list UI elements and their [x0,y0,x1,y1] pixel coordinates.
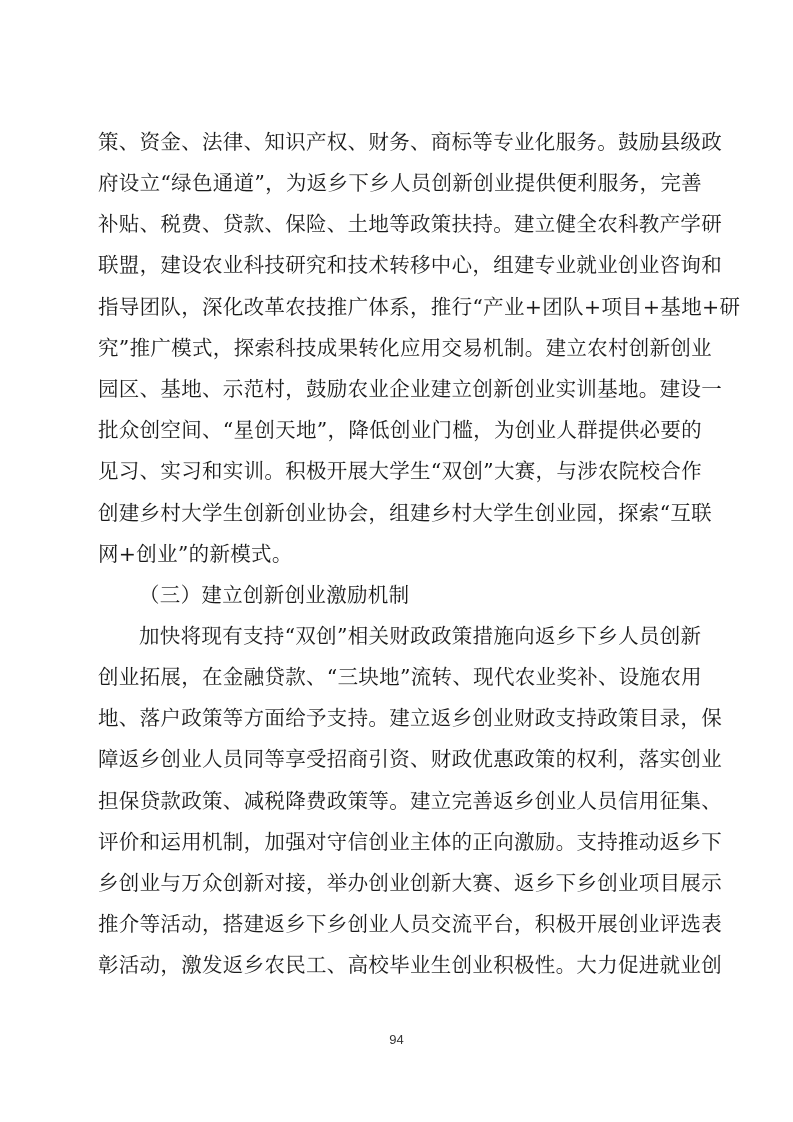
body-text-line: 乡创业与万众创新对接，举办创业创新大赛、返乡下乡创业项目展示 [98,871,722,895]
body-text-line: 评价和运用机制，加强对守信创业主体的正向激励。支持推动返乡下 [98,830,722,854]
body-text-line: 加快将现有支持“双创”相关财政政策措施向返乡下乡人员创新 [139,624,702,648]
body-text-line: 补贴、税费、贷款、保险、土地等政策扶持。建立健全农科教产学研 [98,212,722,236]
body-text-line: 彰活动，激发返乡农民工、高校毕业生创业积极性。大力促进就业创 [98,953,722,977]
body-text-line: 批众创空间、“星创天地”，降低创业门槛，为创业人群提供必要的 [98,418,702,442]
body-text-line: 府设立“绿色通道”，为返乡下乡人员创新创业提供便利服务，完善 [98,171,702,195]
page-number: 94 [389,1032,404,1047]
body-text-line: 障返乡创业人员同等享受招商引资、财政优惠政策的权利，落实创业 [98,747,722,771]
section-heading: （三）建立创新创业激励机制 [139,583,410,607]
body-text-line: 联盟，建设农业科技研究和技术转移中心，组建专业就业创业咨询和 [98,253,722,277]
body-text-line: 指导团队，深化改革农技推广体系，推行“产业+团队+项目+基地+研 [98,295,741,319]
body-text-line: 创建乡村大学生创新创业协会，组建乡村大学生创业园，探索“互联 [98,501,712,525]
body-text-line: 网+创业”的新模式。 [98,542,293,566]
body-text-line: 地、落户政策等方面给予支持。建立返乡创业财政支持政策目录，保 [98,706,722,730]
body-text-line: 策、资金、法律、知识产权、财务、商标等专业化服务。鼓励县级政 [98,130,722,154]
body-text-line: 究”推广模式，探索科技成果转化应用交易机制。建立农村创新创业 [98,336,712,360]
body-text-line: 园区、基地、示范村，鼓励农业企业建立创新创业实训基地。建设一 [98,377,722,401]
body-text-line: 担保贷款政策、减税降费政策等。建立完善返乡创业人员信用征集、 [98,789,722,813]
body-text-line: 见习、实习和实训。积极开展大学生“双创”大赛，与涉农院校合作 [98,459,702,483]
body-text-line: 创业拓展，在金融贷款、“三块地”流转、现代农业奖补、设施农用 [98,665,702,689]
body-text-line: 推介等活动，搭建返乡下乡创业人员交流平台，积极开展创业评选表 [98,912,722,936]
